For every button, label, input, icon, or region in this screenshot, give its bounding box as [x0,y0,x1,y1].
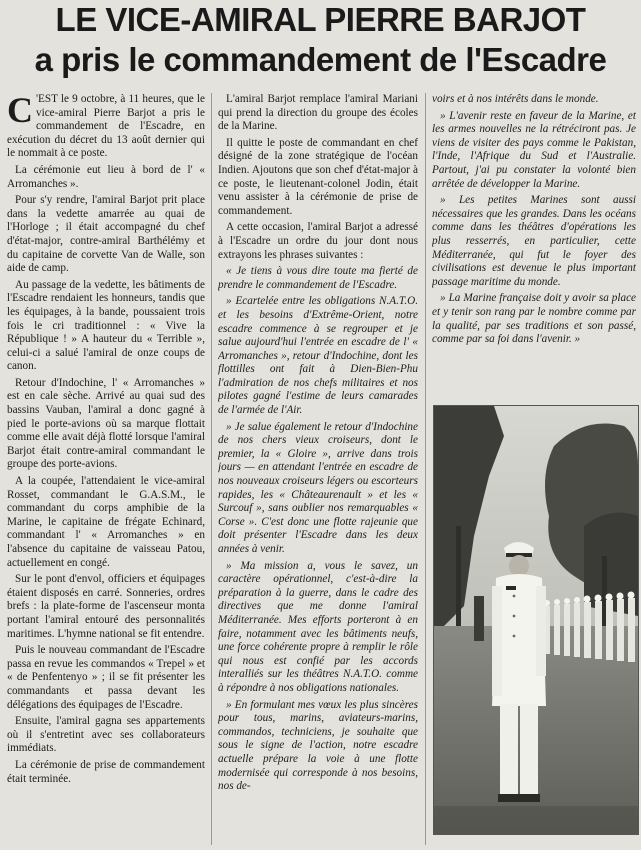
paragraph-text: 'EST le 9 octobre, à 11 heures, que le vice-amiral Pierre Barjot a pris le commandement de l'Escadre, en exécution du décret du 13 août dernier qui le nommait à ce poste. [7,93,205,160]
dropcap: C [7,93,33,130]
article-paragraph: Au passage de la vedette, les bâtiments de l'Escadre rendaient les honneurs, tandis que les équipages, à la bande, poussaient trois fois le cri traditionnel : « Vive la République ! » A hauteur du « Terrible », celui-ci a salué l'amiral de onze coups de canon. [7,278,205,373]
quote-paragraph: » La Marine française doit y avoir sa place et y tenir son rang par le nombre comme par la qualité, par ses traditions et son passé, comme par sa foi dans l'avenir. » [432,292,636,346]
quote-paragraph: » L'avenir reste en faveur de la Marine, et les armes nouvelles ne la rétréciront pas. Je viens de visiter des pays comme le Pakistan, l'Inde, l'Afrique du Sud et l'Australie. Partout, j'ai pu constater la volonté bien arrêtée de développer la Marine. [432,109,636,190]
article-paragraph: La cérémonie de prise de commandement était terminée. [7,758,205,785]
article-paragraph [7,93,205,161]
column-divider [211,93,212,845]
article-paragraph: Sur le pont d'envol, officiers et équipages étaient disposés en carré. Sonneries, ordres brefs : la plate-forme de l'ascenseur monta portant l'amiral entouré des personnalités maritimes. L'hymne national se fit entendre. [7,573,205,640]
quote-paragraph: » En formulant mes vœux les plus sincères pour tous, marins, aviateurs-marins, commandos, techniciens, je souhaite que sous le signe de l'action, notre escadre actuelle prépare la voie à une flotte modernisée qui corresponde à nos besoins, nos de- [218,698,418,793]
admiral-photo [433,405,639,835]
article-paragraph: La cérémonie eut lieu à bord de l' « Arromanches ». [7,163,205,190]
column-divider [425,93,426,845]
quote-paragraph: » Ecartelée entre les obligations N.A.T.O. et les besoins d'Extrême-Orient, notre escadre commence à se regrouper et je salue aujourd'hui l'entrée en escadre de l' « Arromanches », retour d'Indochine, dont les flottilles ont fait à Dien-Bien-Phu l'admiration de nos chefs militaires et nos pilotes gagné l'estime de leurs camarades de l'armée de l'Air. [218,295,418,417]
article-paragraph: Il quitte le poste de commandant en chef désigné de la zone stratégique de l'océan Indien. Ajoutons que son chef d'état-major à ce poste, le lieutenant-colonel Jodin, était venu assister à la cérémonie de prise de commandement. [218,136,418,217]
article-column-1 [7,93,205,845]
article-paragraph: A la coupée, l'attendaient le vice-amiral Rosset, commandant le G.A.S.M., le commandant du corps amphibie de la Marine, le capitaine de frégate Echinard, commandant l' « Arromanches » en l'absence du capitaine de vaisseau Patou, actuellement en congé. [7,475,205,569]
quote-paragraph: « Je tiens à vous dire toute ma fierté de prendre le commandement de l'Escadre. [218,265,418,291]
article-paragraph: Puis le nouveau commandant de l'Escadre passa en revue les commandos « Trepel » et « de Penfentenyo » ; il se fit présenter les commandants et passa devant les délégations des équipages de l'Escadre. [7,644,205,711]
article-paragraph: Retour d'Indochine, l' « Arromanches » est en cale sèche. Arrivé au quai sud des bassins Vauban, l'amiral a donc gagné à pied le porte-avions où sa marque flottait comme elle avait déjà flotté lorsque l'amiral Barjot était contre-amiral commandant le groupe des porte-avions. [7,376,205,471]
article-column-3 [432,93,636,393]
headline-line-2: a pris le commandement de l'Escadre [34,41,607,78]
headline-line-1: LE VICE-AMIRAL PIERRE BARJOT [55,1,586,38]
quote-paragraph: voirs et à nos intérêts dans le monde. [432,93,599,105]
admiral-photo-illustration [434,406,638,834]
quote-paragraph: » Je salue également le retour d'Indochine de nos chers vieux croiseurs, dont le premier, la « Gloire », arrive dans trois jours — en attendant l'entrée en escadre de nos nouveaux croiseurs légers ou escorteurs rapides, les « Châteaurenault » et les « Surcouf », sans oublier nos remarquables « Corse ». C'est donc une flotte rajeunie que doit présenter l'Escadre dans les deux années à venir. [218,420,418,555]
article-column-2 [218,93,418,845]
quote-paragraph: » Ma mission a, vous le savez, un caractère opérationnel, c'est-à-dire la préparation à la guerre, dans le cadre des directives que me donne l'amiral Méditerranée. Mes efforts porteront à en faire, notamment avec les bâtiments neufs, une force cohérente propre à remplir le rôle qui nous est confié par les accords interalliés sur les théâtres N.A.T.O. comme à répondre à nos obligations nationales. [218,559,418,694]
article-paragraph: L'amiral Barjot remplace l'amiral Mariani qui prend la direction du groupe des écoles de la Marine. [218,93,418,133]
headline [0,0,641,80]
article-paragraph: Ensuite, l'amiral gagna ses appartements où il s'entretint avec ses collaborateurs immédiats. [7,715,205,755]
quote-paragraph: » Les petites Marines sont aussi nécessaires que les grandes. Dans les océans comme dans les théâtres d'opérations les plus resserrés, en particulier, cette Méditerranée, qui fut le foyer des civilisations est devenue le plus important passage maritime du monde. [432,194,636,288]
article-paragraph: A cette occasion, l'amiral Barjot a adressé à l'Escadre un ordre du jour dont nous extrayons les phrases suivantes : [218,221,418,261]
article-paragraph: Pour s'y rendre, l'amiral Barjot prit place dans la vedette amarrée au quai de l'Horloge ; il était accompagné du chef d'état-major, contre-amiral Barthélémy et du capitaine de corvette Van de Walle, son aide de camp. [7,194,205,275]
